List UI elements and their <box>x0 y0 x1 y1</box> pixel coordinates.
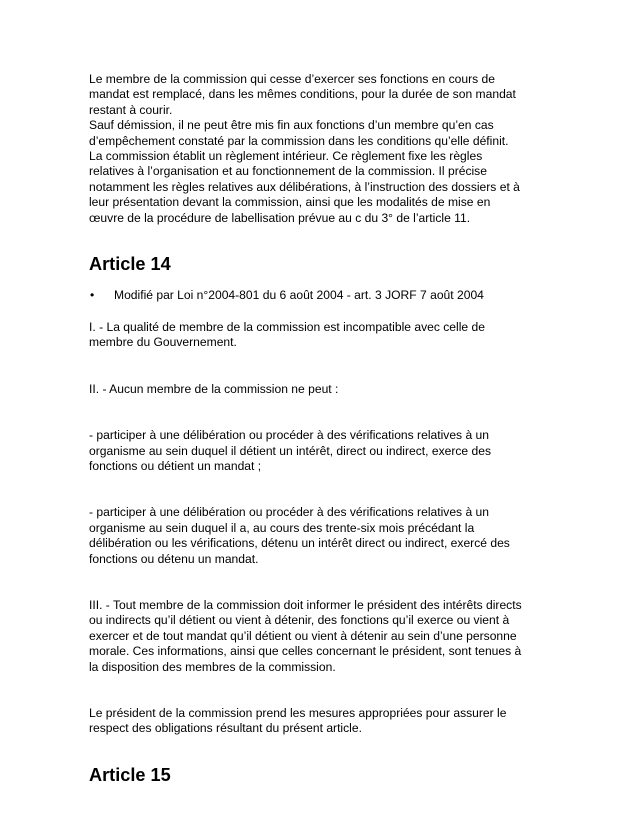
text-line: membre du Gouvernement. <box>89 335 237 350</box>
document-page <box>89 72 549 783</box>
text-line: relatives à l’organisation et au fonctionnement de la commission. Il précise <box>89 164 487 179</box>
text-line: notamment les règles relatives aux délibérations, à l’instruction des dossiers et à <box>89 179 520 194</box>
text-line: - participer à une délibération ou procéder à des vérifications relatives à un <box>89 505 489 520</box>
article-14-paragraph-2 <box>89 382 549 397</box>
modification-note <box>89 288 549 303</box>
text-line: restant à courir. <box>89 102 173 117</box>
text-line: organisme au sein duquel il a, au cours des trente-six mois précédant la <box>89 520 475 535</box>
article-14-paragraph-1 <box>89 320 549 351</box>
article-14-paragraph-4 <box>89 505 549 567</box>
text-line: Sauf démission, il ne peut être mis fin aux fonctions d’un membre qu’en cas <box>89 118 494 133</box>
text-line: ou indirects qu’il détient ou vient à détenir, des fonctions qu’il exerce ou vient à <box>89 613 510 628</box>
text-line: III. - Tout membre de la commission doit informer le président des intérêts directs <box>89 597 522 612</box>
text-line: d’empêchement constaté par la commission dans les conditions qu’elle définit. <box>89 133 509 148</box>
text-line: II. - Aucun membre de la commission ne peut : <box>89 381 339 396</box>
text-line: la disposition des membres de la commission. <box>89 659 336 674</box>
text-line: fonctions ou détient un mandat ; <box>89 458 262 473</box>
bullet-icon: • <box>90 288 95 303</box>
text-line: délibération ou les vérifications, détenu un intérêt direct ou indirect, exercé des <box>89 536 510 551</box>
text-line: mandat est remplacé, dans les mêmes conditions, pour la durée de son mandat <box>89 87 516 102</box>
text-line: exercer et de tout mandat qu’il détient ou vient à détenir au sein d’une personne <box>89 628 517 643</box>
article-15-heading: Article 15 <box>89 764 171 785</box>
text-line: I. - La qualité de membre de la commission est incompatible avec celle de <box>89 319 485 334</box>
modification-link[interactable]: Modifié par Loi n°2004-801 du 6 août 2004 - art. 3 JORF 7 août 2004 <box>114 288 484 303</box>
text-line: leur présentation devant la commission, ainsi que les modalités de mise en <box>89 195 491 210</box>
article-14-heading: Article 14 <box>89 254 171 275</box>
text-line: œuvre de la procédure de labellisation prévue au c du 3° de l’article 11. <box>89 210 471 225</box>
text-line: fonctions ou détenu un mandat. <box>89 551 259 566</box>
article-14-paragraph-5 <box>89 598 549 675</box>
text-line: morale. Ces informations, ainsi que celles concernant le président, sont tenues à <box>89 644 522 659</box>
text-line: Le membre de la commission qui cesse d’exercer ses fonctions en cours de <box>89 72 496 86</box>
text-line: respect des obligations résultant du présent article. <box>89 721 362 736</box>
text-line: - participer à une délibération ou procéder à des vérifications relatives à un <box>89 428 489 443</box>
text-line: organisme au sein duquel il détient un intérêt, direct ou indirect, exerce des <box>89 443 492 458</box>
intro-paragraph <box>89 72 549 226</box>
text-line: La commission établit un règlement intérieur. Ce règlement fixe les règles <box>89 149 483 164</box>
article-14-paragraph-3 <box>89 428 549 474</box>
article-14-paragraph-6 <box>89 706 549 737</box>
text-line: Le président de la commission prend les mesures appropriées pour assurer le <box>89 705 507 720</box>
